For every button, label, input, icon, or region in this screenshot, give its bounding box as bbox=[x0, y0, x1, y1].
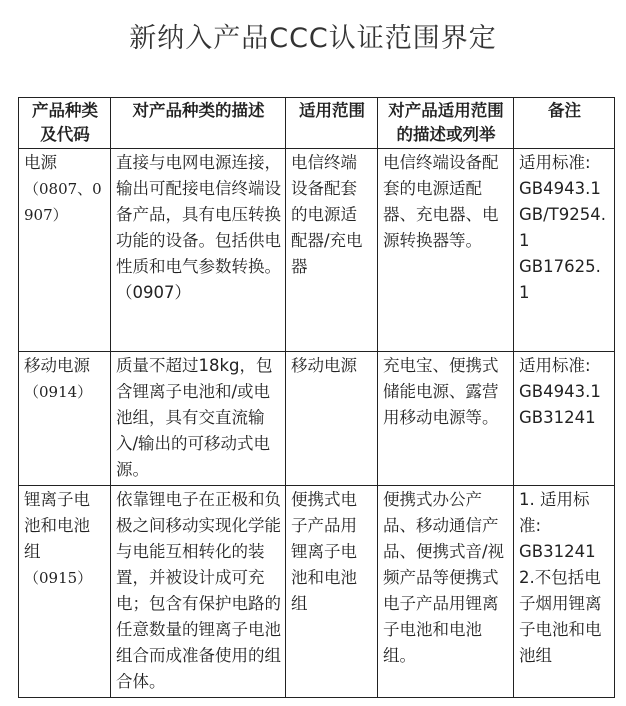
product-code: （0807、0907） bbox=[24, 180, 102, 224]
remark-line: 2.不包括电子烟用锂离子电池和电池组 bbox=[519, 568, 602, 665]
table-header-row bbox=[19, 98, 615, 149]
cell-description: 依靠锂电子在正极和负极之间移动实现化学能与电能互相转化的装置，并被设计成可充电；包含有保护电路的任意数量的锂离子电池组合而成准备使用的组合体。 bbox=[111, 486, 286, 698]
product-name: 电源 bbox=[24, 153, 57, 172]
header-remarks: 备注 bbox=[514, 98, 615, 149]
remark-line: GB17625.1 bbox=[519, 257, 601, 302]
cell-examples: 便携式办公产品、移动通信产品、便携式音/视频产品等便携式电子产品用锂离子电池和电池组。 bbox=[378, 486, 514, 698]
product-code: （0915） bbox=[24, 569, 93, 587]
cell-examples: 充电宝、便携式储能电源、露营用移动电源等。 bbox=[378, 352, 514, 486]
header-applicable-scope: 适用范围 bbox=[286, 98, 378, 149]
remark-line: 适用标准: bbox=[519, 356, 591, 375]
cell-scope: 电信终端设备配套的电源适配器/充电器 bbox=[286, 149, 378, 352]
cell-description: 直接与电网电源连接，输出可配接电信终端设备产品，具有电压转换功能的设备。包括供电性质和电气参数转换。（0907） bbox=[111, 149, 286, 352]
remark-line: 1. 适用标准: bbox=[519, 490, 590, 535]
header-product-category: 产品种类及代码 bbox=[19, 98, 111, 149]
cell-product-category bbox=[19, 486, 111, 698]
product-code: （0914） bbox=[24, 383, 93, 401]
remark-line: GB/T9254.1 bbox=[519, 205, 606, 250]
ccc-scope-table bbox=[18, 97, 615, 698]
cell-description: 质量不超过18kg，包含锂离子电池和/或电池组，具有交直流输入/输出的可移动式电源。 bbox=[111, 352, 286, 486]
cell-product-category bbox=[19, 149, 111, 352]
cell-examples: 电信终端设备配套的电源适配器、充电器、电源转换器等。 bbox=[378, 149, 514, 352]
remark-line: GB31241 bbox=[519, 542, 596, 561]
cell-scope: 移动电源 bbox=[286, 352, 378, 486]
product-name: 移动电源 bbox=[24, 356, 90, 375]
product-name: 锂离子电池和电池组 bbox=[24, 490, 90, 561]
remark-line: GB31241 bbox=[519, 408, 596, 427]
table-row bbox=[19, 149, 615, 352]
remark-line: GB4943.1 bbox=[519, 179, 601, 198]
cell-scope: 便携式电子产品用锂离子电池和电池组 bbox=[286, 486, 378, 698]
cell-remarks bbox=[514, 486, 615, 698]
header-scope-description: 对产品适用范围的描述或列举 bbox=[378, 98, 514, 149]
cell-remarks bbox=[514, 352, 615, 486]
cell-product-category bbox=[19, 352, 111, 486]
cell-remarks bbox=[514, 149, 615, 352]
header-category-description: 对产品种类的描述 bbox=[111, 98, 286, 149]
remark-line: 适用标准: bbox=[519, 153, 591, 172]
page-title: 新纳入产品CCC认证范围界定 bbox=[129, 23, 497, 54]
remark-line: GB4943.1 bbox=[519, 382, 601, 401]
table-row bbox=[19, 352, 615, 486]
table-row bbox=[19, 486, 615, 698]
